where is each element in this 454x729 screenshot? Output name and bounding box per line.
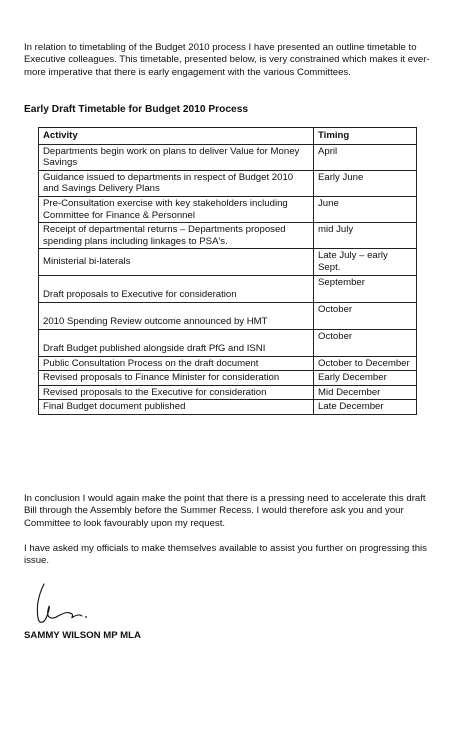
activity-cell: Ministerial bi-laterals (39, 249, 314, 275)
activity-cell: 2010 Spending Review outcome announced by HMT (39, 302, 314, 329)
timing-cell: October (314, 329, 417, 356)
closing-paragraph: I have asked my officials to make themselves available to assist you further on progressing this issue. (24, 543, 427, 567)
timing-cell: Mid December (314, 385, 417, 400)
table-row (39, 356, 417, 371)
activity-cell: Receipt of departmental returns – Departments proposed spending plans including linkages to PSA's. (39, 223, 314, 249)
activity-cell: Guidance issued to departments in respect of Budget 2010 and Savings Delivery Plans (39, 170, 314, 196)
activity-cell: Revised proposals to Finance Minister for consideration (39, 371, 314, 386)
table-heading: Early Draft Timetable for Budget 2010 Process (24, 104, 249, 115)
activity-cell: Draft proposals to Executive for consideration (39, 275, 314, 302)
table-row (39, 275, 417, 302)
timing-cell: Early June (314, 170, 417, 196)
table-row (39, 400, 417, 415)
timing-cell: mid July (314, 223, 417, 249)
signatory-name: SAMMY WILSON MP MLA (24, 630, 141, 641)
table-row (39, 223, 417, 249)
timing-cell: Late July – early Sept. (314, 249, 417, 275)
activity-cell: Pre-Consultation exercise with key stakeholders including Committee for Finance & Personnel (39, 196, 314, 222)
column-header-timing: Timing (314, 128, 417, 145)
activity-cell: Draft Budget published alongside draft PfG and ISNI (39, 329, 314, 356)
table-row (39, 144, 417, 170)
timing-cell: June (314, 196, 417, 222)
table-header-row (39, 128, 417, 145)
timetable-table (38, 127, 417, 415)
table-row (39, 371, 417, 386)
table-row (39, 170, 417, 196)
table-row (39, 196, 417, 222)
timing-cell: April (314, 144, 417, 170)
column-header-activity: Activity (39, 128, 314, 145)
table-row (39, 249, 417, 275)
activity-cell: Final Budget document published (39, 400, 314, 415)
activity-cell: Departments begin work on plans to deliver Value for Money Savings (39, 144, 314, 170)
table-row (39, 302, 417, 329)
timing-cell: October to December (314, 356, 417, 371)
activity-cell: Public Consultation Process on the draft document (39, 356, 314, 371)
activity-cell: Revised proposals to the Executive for consideration (39, 385, 314, 400)
timing-cell: Early December (314, 371, 417, 386)
handwritten-signature (30, 580, 100, 628)
timing-cell: October (314, 302, 417, 329)
intro-paragraph: In relation to timetabling of the Budget 2010 process I have presented an outline timetable to Executive colleagues. This timetable, presented below, is very constrained which makes it ever-more imperative that there is early engagement with the various Committees. (24, 42, 430, 78)
conclusion-paragraph: In conclusion I would again make the point that there is a pressing need to accelerate this draft Bill through the Assembly before the Summer Recess. I would therefore ask you and your Committee to look favourably upon my request. (24, 493, 426, 529)
timing-cell: Late December (314, 400, 417, 415)
table-row (39, 385, 417, 400)
table-row (39, 329, 417, 356)
timing-cell: September (314, 275, 417, 302)
